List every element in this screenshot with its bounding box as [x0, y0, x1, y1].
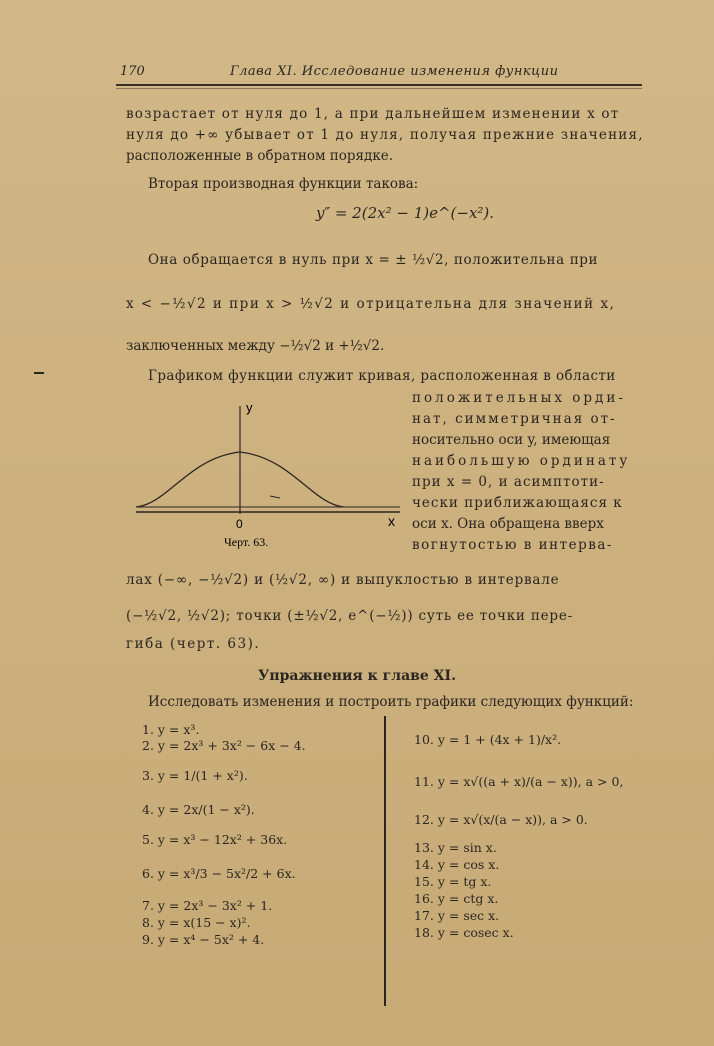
- exercise-item: 12. y = x√(x/(a − x)), a > 0.: [414, 812, 588, 827]
- running-header: [120, 64, 640, 82]
- exercise-item: 1. y = x³.: [142, 722, 200, 737]
- axis-x-label: x: [388, 513, 395, 529]
- exercise-item: 7. y = 2x³ − 3x² + 1.: [142, 898, 273, 913]
- exercise-item: 14. y = cos x.: [414, 857, 500, 872]
- paragraph-line: нат, симметричная от-: [412, 411, 617, 427]
- exercise-item: 13. y = sin x.: [414, 840, 497, 855]
- header-rule: [116, 84, 642, 86]
- header-rule-thin: [116, 88, 642, 89]
- exercise-item: 5. y = x³ − 12x² + 36x.: [142, 832, 288, 847]
- paragraph-line: Она обращается в нуль при x = ± ½√2, положительна при: [148, 252, 599, 268]
- paragraph-line: (−½√2, ½√2); точки (±½√2, e^(−½)) суть ее точки пере-: [126, 608, 574, 624]
- formula-second-derivative: y″ = 2(2x² − 1)e^(−x²).: [316, 204, 495, 222]
- margin-mark: [34, 372, 44, 374]
- paragraph-line: x < −½√2 и при x > ½√2 и отрицательна для значений x,: [126, 296, 616, 312]
- paragraph-line: Графиком функции служит кривая, расположенная в области: [148, 368, 616, 384]
- paragraph-line: Вторая производная функции такова:: [148, 176, 419, 192]
- exercise-item: 2. y = 2x³ + 3x² − 6x − 4.: [142, 738, 306, 753]
- figure-caption: Черт. 63.: [224, 535, 269, 549]
- paragraph-line: положительных орди-: [412, 390, 626, 406]
- paragraph-line: лах (−∞, −½√2) и (½√2, ∞) и выпуклостью в интервале: [126, 572, 560, 588]
- origin-label: 0: [236, 517, 243, 531]
- paragraph-line: носительно оси y, имеющая: [412, 432, 611, 448]
- paragraph-line: оси x. Она обращена вверх: [412, 516, 604, 532]
- paragraph-line: заключенных между −½√2 и +½√2.: [126, 338, 385, 354]
- paragraph-line: при x = 0, и асимптоти-: [412, 474, 605, 490]
- chapter-title: Глава XI. Исследование изменения функции: [230, 64, 559, 79]
- page-number: 170: [120, 64, 145, 79]
- axis-y-label: y: [246, 400, 253, 415]
- paragraph-line: расположенные в обратном порядке.: [126, 148, 394, 164]
- exercise-item: 18. y = cosec x.: [414, 925, 514, 940]
- exercises-title: Упражнения к главе XI.: [258, 668, 456, 684]
- exercise-item: 4. y = 2x/(1 − x²).: [142, 802, 255, 817]
- paragraph-line: вогнутостью в интерва-: [412, 537, 613, 553]
- paragraph-line: наибольшую ординату: [412, 453, 631, 469]
- curve-tick: [270, 496, 280, 498]
- bell-curve-figure: [128, 386, 408, 556]
- exercise-item: 9. y = x⁴ − 5x² + 4.: [142, 932, 265, 947]
- exercises-instruction: Исследовать изменения и построить графики следующих функций:: [148, 694, 634, 710]
- paragraph-line: нуля до +∞ убывает от 1 до нуля, получая прежние значения,: [126, 127, 644, 143]
- column-divider: [384, 716, 386, 1006]
- paragraph-line: чески приближающаяся к: [412, 495, 623, 511]
- exercise-item: 11. y = x√((a + x)/(a − x)), a > 0,: [414, 774, 624, 789]
- paragraph-line: гиба (черт. 63).: [126, 636, 261, 652]
- exercise-item: 6. y = x³/3 − 5x²/2 + 6x.: [142, 866, 296, 881]
- exercise-item: 8. y = x(15 − x)².: [142, 915, 251, 930]
- exercise-item: 17. y = sec x.: [414, 908, 500, 923]
- exercise-item: 15. y = tg x.: [414, 874, 492, 889]
- exercise-item: 3. y = 1/(1 + x²).: [142, 768, 248, 783]
- exercise-item: 16. y = ctg x.: [414, 891, 499, 906]
- paragraph-line: возрастает от нуля до 1, а при дальнейшем изменении x от: [126, 106, 620, 122]
- exercise-item: 10. y = 1 + (4x + 1)/x².: [414, 732, 562, 747]
